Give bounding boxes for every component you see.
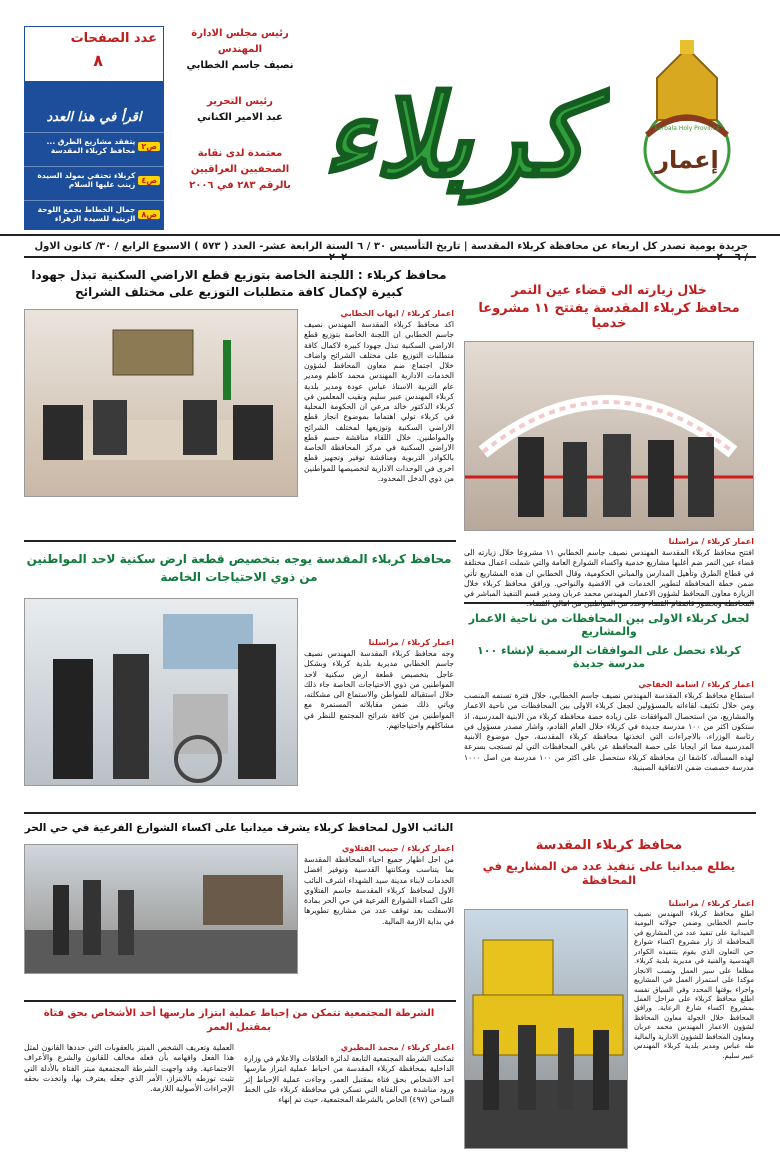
chair-title: رئيس مجلس الادارة xyxy=(191,28,289,39)
meeting-photo xyxy=(24,309,298,497)
chair-prefix: المهندس xyxy=(217,44,263,55)
paper-name: كربلاء xyxy=(322,72,588,202)
pages-count-box xyxy=(24,26,164,82)
tagline-left: السنة الرابعة عشر- العدد ( ٥٧٣ ) الاسبوع الرابع / ٣٠/ كانون الاول xyxy=(34,241,354,252)
index-item-text: جمال الخطاط بجمع اللوحة الزيتية للسيدة الزهراء xyxy=(37,205,136,223)
street-paving-photo xyxy=(24,844,298,974)
article-body: استطاع محافظ كربلاء المقدسة المهندس نصيف جاسم الخطابي، خلال فترة تسنمه المنصب ومن خلال تكثيف لقاءاته بالمسؤولين لجعل كربلاء الاولى بين المحافظات من ناحية الاعمار والمشاريع، من استحصال الموافقات على زيادة حصة محافظة كربلاء من الابنية المدرسية، اذ ستكون اكثر من ١٠٠ مدرسة جديدة في كربلاء خلال العام القادم، واشار مصدر مسؤول في رئاسة الوزراء، بالاجراءات التي اتخذتها محافظة كربلاء المقدسة، حول موضوع الابنية المدرسية مما اثر ايجابا على حصة المحافظة عن باقي المحافظات التي لم تستجب بسرعة لهذه المسألة، كاشفا ان محافظة كربلاء ستحصل على اكثر من ١٠٠ مدرسة من اصل ١٠٠٠ مدرسة خصصت ضمن الاتفاقية الصينية. xyxy=(464,691,755,772)
article-schools xyxy=(464,612,754,773)
wheelchair-visit-photo xyxy=(24,598,298,786)
read-in-issue-label: اقرأ في هذا العدد xyxy=(46,110,142,125)
article-title: محافظ كربلاء المقدسة xyxy=(535,838,683,853)
tagline-right: جريدة يومية تصدر كل اربعاء عن محافظة كربلاء المقدسة | تاريخ التأسيس ٣٠ / ٦ xyxy=(357,241,748,252)
article-title: من ذوي الاحتياجات الخاصة xyxy=(160,570,318,584)
paper-logo xyxy=(300,40,610,210)
divider xyxy=(464,602,754,604)
divider xyxy=(24,540,456,542)
article-title: النائب الاول لمحافظ كربلاء يشرف ميدانيا على اكساء الشوارع الفرعية في حي الحر xyxy=(24,822,454,834)
article-title: محافظ كربلاء المقدسة يوجه بتخصيص قطعة ارض سكنية لاحد المواطنين xyxy=(26,552,452,566)
index-page-badge: ص٢ xyxy=(138,142,160,151)
article-title: كبيرة لإكمال كافة متطلبات التوزيع على مختلف الشرائح xyxy=(74,285,404,299)
article-title: محافظ كربلاء : اللجنة الخاصة بتوزيع قطع الاراضي السكنية تبذل جهودا xyxy=(31,268,447,282)
article-projects-tour xyxy=(464,832,754,1149)
article-special-needs-land xyxy=(24,552,454,786)
article-byline: اعمار كربلاء / مراسلنا xyxy=(668,899,754,908)
article-title: محافظ كربلاء المقدسة يفتتح ١١ مشروعا خدميا xyxy=(478,301,740,331)
article-governor-ain-tamr xyxy=(464,268,754,610)
chair-name: نصيف جاسم الخطابي xyxy=(186,60,294,71)
accreditation-line: بالرقم ٢٨٣ في ٢٠٠٦ xyxy=(189,180,291,191)
article-body: وجه محافظ كربلاء المقدسة المهندس نصيف جاسم الخطابي مديرية بلدية كربلاء وبشكل عاجل بتخصيص قطعة ارض سكنية لاحد المواطنين من ذوي الاحتياجات الخاصة جاء ذلك خلال استقباله للمواطن والاستماع الى مشكلته، وياتي ذلك ضمن مقابلاته المستمرة مع المواطنين من كافة شرائح المجتمع للنظر في مشاكلهم واحتياجاتهم. xyxy=(304,649,454,730)
article-byline: اعمار كربلاء / مراسلنا xyxy=(668,537,754,546)
article-community-police xyxy=(24,1008,454,1105)
article-body: اكد محافظ كربلاء المقدسة المهندس نصيف جاسم الخطابي ان اللجنة الخاصة بتوزيع قطع الاراضي السكنية تبذل جهودا كبيرة لاكمال كافة متطلبات التوزيع على مختلف الشرائح واضاف خلال اجتماع ضم معاون المحافظ لشؤون الخدمات الادارية المهندس محمد كاظم ومدير عام التربية الاستاذ عباس عودة ومدير بلدية كربلاء المهندس عبير سليم ونقيب المعلمين في كربلاء الدكتور خالد مرعي ان الحكومة المحلية في كربلاء تولي اهتماما بموضوع انجاز قطع الاراضي السكنية وتوزيعها لمختلف الشرائح والمواطنين. خلال اللقاء مناقشة حسم قطع الاراضي السكنية في مركز المحافظة الخاصة بالكوادر التربوية ومناقشة توفير وتجهيز قطع اخرى في الوحدات الادارية لتخصيصها للمواطنين من ذوي الدخل المحدود. xyxy=(304,320,454,483)
emblem-logo xyxy=(612,40,762,200)
pages-label: عدد الصفحات xyxy=(70,31,157,46)
article-al-hur-paving xyxy=(24,822,454,974)
article-title: خلال زيارته الى قضاء عين التمر xyxy=(511,282,707,297)
index-page-badge: ص٨ xyxy=(138,210,160,219)
index-item[interactable] xyxy=(24,166,164,193)
index-page-badge: ص٤ xyxy=(138,176,160,185)
article-byline: اعمار كربلاء / اسامة الخفاجي xyxy=(638,680,754,689)
article-byline: اعمار كربلاء / حبيب الفتلاوي xyxy=(342,844,454,853)
divider xyxy=(24,812,756,814)
article-title: كربلاء تحصل على الموافقات الرسمية لإنشاء ١٠٠ مدرسة جديدة xyxy=(477,644,741,670)
article-body: اطلع محافظ كربلاء المهندس نصيف جاسم الخطابي وضمن جولاته اليومية الميدانية على تنفيذ عدد من المشاريع في المحافظة اذ زار مشروع اكساء شوارع حي التعاون الذي يقوم بتنفيذه الكوادر الهندسية والفنية في مديرية بلدية كربلاء. مطلعا على سير العمل ونسب الانجاز موكدا على استمرار العمل في المشاريع واجراء بوقتها المحدد وفي السياق نفسه اطلع محافظ كربلاء على مراحل العمل بمشروع اكساء شارع الرعاية. ورافق المحافظ خلال الجولة معاون المحافظ لشؤون الاعمار المهندس محمد عربان ومعاون المحافظ للشؤون الادارية والمالية طه عباس ومدير بلدية كربلاء المهندس عبير سليم. xyxy=(634,910,754,1060)
pages-count: ٨ xyxy=(93,51,103,70)
issue-index-box xyxy=(24,26,164,230)
accreditation-line: معتمدة لدى نقابة xyxy=(197,148,283,159)
article-body: من اجل اظهار جميع احياء المحافظة المقدسة بما يتناسب ومكانتها القدسية وتوفير افضل الخدمات لابناء مدينة سيد الشهداء اشرف النائب الاول لمحافظ كربلاء المقدسة جاسم الفتلاوي على اكساء الشوارع الفرعية في حي الحر بمادة الاسفلت بعد توقف عدد من مشاريع تطويرها في بداية الازمة المالية. xyxy=(304,855,454,926)
editor-title: رئيس التحرير xyxy=(207,96,273,107)
ribbon-cutting-photo xyxy=(464,341,754,531)
index-item[interactable] xyxy=(24,132,164,159)
article-title: يطلع ميدانيا على تنفيذ عدد من المشاريع في المحافظة xyxy=(482,859,736,887)
tagline-bar xyxy=(30,238,750,266)
divider xyxy=(24,1000,456,1002)
article-title: بمقتبل العمر xyxy=(207,1022,271,1033)
emblem-word: إعمار xyxy=(655,146,719,174)
article-body: العملية وتعريف الشخص المبتز بالعقوبات التي حددها القانون لمثل هذا الفعل وافهامه بأن فعله مخالف للقانون والشرع والأعراف الاجتماعية. وقد واجهت الشرطة المجتمعية مبتز الفتاة بالأدلة التي تثبت تورطه بالابتزاز، الأمر الذي جعله يعترف بها، واتخذت بحقه الإجراءات الأصولية اللازمة. xyxy=(24,1043,234,1093)
index-item-text: كربلاء تحتفي بمولد السيدة زينب عليها السلام xyxy=(37,171,136,189)
index-item[interactable] xyxy=(24,200,164,227)
article-byline: اعمار كربلاء / مراسلنا xyxy=(368,638,454,647)
article-byline: اعمار كربلاء / محمد المطيري xyxy=(340,1043,454,1052)
accreditation-line: الصحفيين العراقيين xyxy=(190,164,290,175)
staff-box xyxy=(180,26,300,194)
emblem-small: Kerbala Holy Province xyxy=(654,125,720,132)
editor-name: عبد الامير الكناني xyxy=(197,112,283,123)
asphalt-paver-photo xyxy=(464,909,628,1149)
article-byline: اعمار كربلاء / ايهاب الخطابي xyxy=(340,309,454,318)
article-title: لجعل كربلاء الاولى بين المحافظات من ناحية الاعمار والمشاريع xyxy=(468,612,750,638)
masthead xyxy=(0,0,780,236)
article-body: افتتح محافظ كربلاء المقدسة المهندس نصيف جاسم الخطابي ١١ مشروعا خلال زيارته الى قضاء عين التمر ضم أغلبها مشاريع خدمية واكساء الشوارع العامة والتي شملت اعمال مختلفة في قطاع الطرق وتأهيل المدارس والمباني الحكومية، وقال الخطابي ان هذه المشاريع تأتي ضمن خطة المحافظة لتطوير الخدمات في الاقضية والنواحي. ورافق محافظ كربلاء خلال الزيارة معاون المحافظ لشؤون الاعمار المهندس محمد عربان ومدير قسم التنفيذ المباشر في xyxy=(464,548,754,598)
article-land-distribution xyxy=(24,268,454,497)
article-title: الشرطة المجتمعية تتمكن من إحباط عملية ابتزاز مارسها أحد الأشخاص بحق فتاة xyxy=(43,1008,435,1019)
divider xyxy=(24,256,756,258)
index-item-text: يتفقد مشاريع الطرق ... محافظ كربلاء المقدسة xyxy=(46,137,136,155)
article-body: تمكنت الشرطة المجتمعية التابعة لدائرة العلاقات والاعلام في وزارة الداخلية بمحافظة كربلاء المقدسة من احباط عملية ابتزاز مارسها احد الاشخاص بحق فتاة بمقتبل العمر، وجاءت عملية الإحباط إثر ورود مناشدة من الفتاة التي تسكن في محافظة كربلاء على الخط الساخن (٤٩٧) الخاص بالشرطة المجتمعية، حيث تم إنهاء xyxy=(244,1054,454,1104)
